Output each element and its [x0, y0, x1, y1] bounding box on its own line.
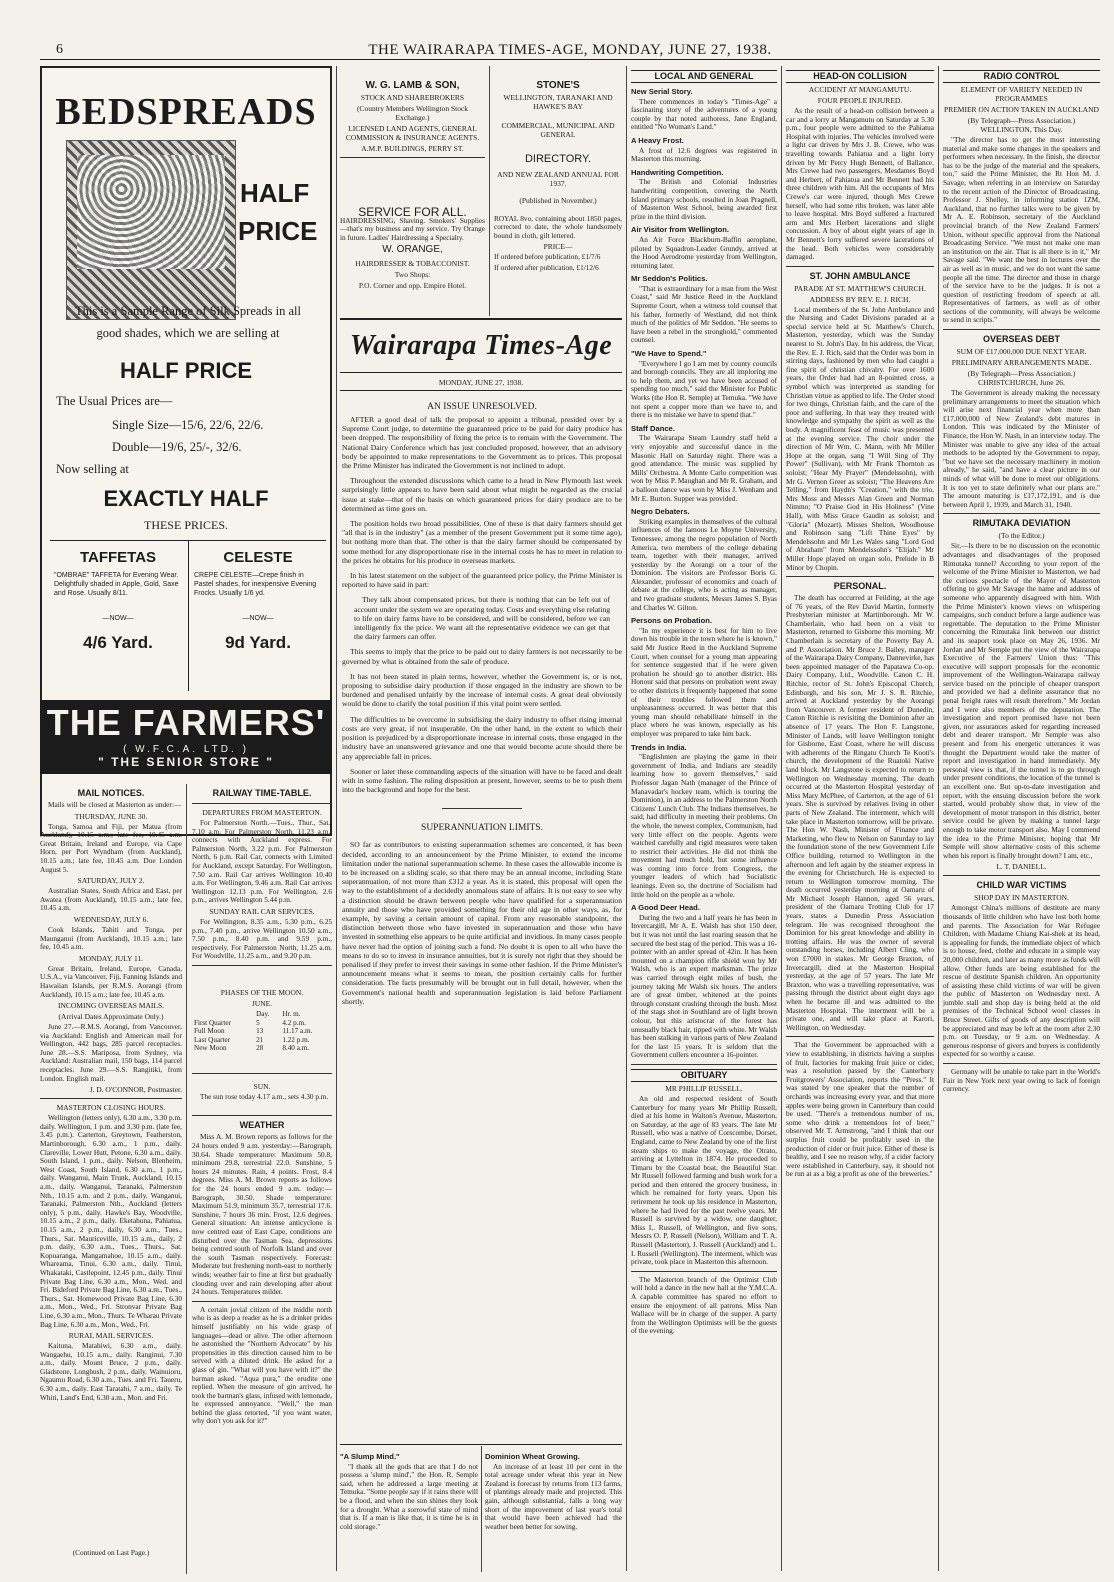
- rimutaka-text: Sir,—Is there to be no discussion on the economic advantages and disadvantages of the proposed Rimutaka tunnel? According to your report of the welcome of the Prime Minister to Masterton, we had the curious spectacle of the Mayor of Masterton offering to give Mr Savage the name and address of someone who apparently disagreed with him. With the Prime Minister's known views on whispering campaigns, such conduct before a large audience was regrettable. The deputation to the Prime Minister concerning the Rimutaka link between our district and its seaport took place on May 26, 1936. Mr Jordan and Mr Semple put the view of the Wairarapa Executive of the Farmers' Union thus: "This executive will support proposals for the economic improvement of the Wellington-Wairarapa railway service based on the principle of cheaper transport and provided we had a definite assurance that no penal freight rates will result therefrom." Mr Jordan and I were also members of the deputation. The investigation and report promised have not been given, nor assurances asked for regarding increased debt and dearer transport. Mr Semple was also present and from his energetic utterances it was thought the Department would take the matter of report and investigation in hand immediately. My personal view is that, if the tunnel is to go through under present conditions, the location of the tunnel is an excellent one. But up-to-date investigation and report, with the ensuing discussion before the work started, would probably show that, in view of the development of motor transport in this district, better service could be given by making a tunnel large enough to take motor transport also. May I commend the idea to the Prime Minister, hoping that Mr Semple will show alternative costs of this scheme when his report is finally brought down? I am, etc.,: [943, 541, 1100, 860]
- ad-exactly-half: EXACTLY HALF: [103, 486, 269, 511]
- personal-text: The death has occurred at Feilding, at the age of 76 years, of the Rev David Martin, formerly Presbyterian minister at Martinborough. Mr W. Chamberlain, who had been on a visit to Masterton, returned to Gisborne this morning. Mr Chamberlain is secretary of the Poverty Bay A. and P. Association. Mr Bruce J. Bailey, manager of the Wairarapa Dairy Company, Dannevirke, has been appointed manager of the Papatawa Co-op. Dairy Company, Ltd., Woodville. Canon C. H. Ritchie, rector of St. John's Episcopal Church, Edinburgh, and his son, Mr J. S. R. Ritchie, arrived at Auckland yesterday by the Aorangi from Vancouver. A former resident of Dunedin, Canon Ritchie is revisiting the Dominion after an absence of 17 years. The Hon F. Langstone, Minister of Lands, will leave Wellington tonight for Gisborne, East Coast, where he will discuss with adherents of the Ringatu Church Te Kooti's church, the development of the Ruatoki Native land block. Mr Langstone is expected to return to Wellington on Wednesday morning. The death occurred at the Masterton Hospital yesterday of Miss Mary McPhee, of Carterton, at the age of 61 years. She is survived by relatives living in other parts of New Zealand. The interment, which will take place in Masterton tomorrow, will be private. The Hon W. Nash, Minister of Finance and Marketing, who flew to Nelson on Saturday to lay the foundation stone of the new Government Life Office building, returned to Wellington in the afternoon and left again by the steamer express in the evening for Christchurch. He is expected to return to Wellington tomorrow morning. The death occurred yesterday morning at Oamaru of Mr Michael Joseph Hannon, aged 56 years, president of the Oamaru Trotting Club for 17 years, states a Dunedin Press Association telegram. He was recognised throughout the Dominion for his great knowledge and ability in trotting affairs. He was the owner of several outstanding horses, including Albert Cling, who won £7000 in stakes. Mr George Braxton, of Invercargill, died at the Masterton Hospital yesterday, at the age of 57 years. The late Mr Braxton, who was a travelling representative, was passing through the district about eight days ago when he became ill and was admitted to the Masterton Hospital. The interment will be a private one, and will take place at Karori, Wellington, on Wednesday.: [786, 593, 934, 1032]
- editorial-para-2: Throughout the extended discussions which came to a head in New Plymouth last week surprisingly little appears to have been said about what might be regarded as the crucial issue at stake—that of the basis on which guaranteed prices for dairy produce are to be determined as time goes on.: [342, 476, 622, 513]
- moon-row: Full Moon 13 11.17 a.m.: [194, 1027, 313, 1036]
- news-column: [786, 66, 934, 1571]
- local-general-column: [631, 66, 777, 1571]
- ad-price: PRICE: [238, 216, 318, 246]
- page-number: 6: [56, 42, 64, 57]
- germany-fair-item: Germany will be unable to take part in the World's Fair in New York next year owing to lack of foreign currency.: [943, 1067, 1100, 1094]
- editorial-para-9: Sooner or later these commanding aspects of the situation will have to be faced and dealt with in some fashion. The ruling disposition at present, however, seems to be to push them into the background and hope for the best.: [342, 766, 622, 795]
- editorial-para-1: AFTER a good deal of talk the proposal to appoint a tribunal, presided over by a Supreme Court judge, to determine the guaranteed price to be paid for dairy produce has been dropped. The responsibility of fixing the price is to remain with the Government. The National Dairy Conference which has just concluded proposed, however, that an advisory body be appointed to make representations to the Government as to prices. This proposal the Prime Minister has indicated the Government is not inclined to adopt.: [342, 415, 622, 471]
- local-head-9: Persons on Probation.: [631, 616, 713, 626]
- radio-byline: (By Telegraph—Press Association.) WELLINGTON, This Day.: [967, 116, 1076, 134]
- departures-title: DEPARTURES FROM MASTERTON.: [202, 808, 322, 817]
- moon-row: New Moon 28 8.40 a.m.: [194, 1044, 310, 1053]
- wheat-title: Dominion Wheat Growing.: [485, 1452, 580, 1461]
- railway-title: RAILWAY TIME-TABLE.: [212, 788, 312, 798]
- ad-double-size: Double—19/6, 25/-, 32/6.: [112, 440, 242, 454]
- local-text-4: An Air Force Blackburn-Baffin aeroplane, piloted by Squadron-Leader Grundy, arrived at the Hood Aerodrome yesterday from Wellington, returning later.: [631, 234, 777, 270]
- mail-day-1: THURSDAY, JUNE 30.: [74, 811, 148, 821]
- editorial-divider: [340, 318, 622, 320]
- gin-anecdote: A certain jovial citizen of the middle north who is as deep a reader as he is a drinker prides himself justifiably on his wide grasp of languages—dead or alive. The other afternoon he astonished the "Northern Advocate" by his propensities in this direction caused him to be served with a diluted drink. He asked for a glass of gin. "What will you have with it?" the barman asked. "Aqua pura," the erudite one replied. When the measure of gin arrived, he took the barman's glass, infused with lemonade, he expressed annoyance. "Well," the man behind the glass retorted, "if you want water, why don't you ask for it?": [192, 1304, 332, 1426]
- farmers-logo: [40, 700, 332, 774]
- collision-text: As the result of a head-on collision between a car and a lorry at Mangamutu on Saturday at 5.30 p.m., four people were admitted to the Pahiatua Hospital with injuries. The vehicles involved were a light car driven by Mrs J. B. Crewe, who was travelling towards Pahiatua and a light lorry driven by Mr Percy Hugh Bennett, of Ballance. Mrs Crewe had two passengers, Mesdames Boyd and Herbert, of Pahiatua and Mr Bennett had his three children with him. All the occupants of Mrs Crewe's car were injured, though Mrs Crewe herself, who had some ribs broken, was later able to leave hospital. Mrs Boyd suffered a fractured arm and Mrs Herbert lacerations and slight concussion. A boy of about eight years of age in Mr Bennett's lorry suffered severe lacerations of the head. Both vehicles were considerably damaged.: [786, 106, 934, 262]
- sunday-title: SUNDAY RAIL CAR SERVICES.: [209, 906, 315, 916]
- weather-title: WEATHER: [239, 1120, 285, 1131]
- ad-sample-text: This is a Sample Range of Silk Spreads in all good shades, which we are selling at: [74, 304, 301, 340]
- mail-day-4: MONDAY, JULY 11.: [78, 953, 144, 963]
- stones-price: PRICE—: [543, 242, 573, 252]
- local-head-1: New Serial Story.: [631, 87, 693, 96]
- local-head-3: Handwriting Competition.: [631, 167, 724, 177]
- editorial-date: MONDAY, JUNE 27, 1938.: [438, 378, 524, 387]
- mail-text-4: Great Britain, Ireland, Europe, Canada, U.S.A., via Vancouver, Fiji, Fanning Islands and Hawaiian Islands, per R.M.S. Aorangi (from Auckland), 10.15 a.m.; late fee, 10.45 a.m.: [40, 963, 182, 999]
- local-text-7: The Wairarapa Steam Laundry staff held a very enjoyable and successful dance in the Masonic Hall on Saturday night. There was a good attendance. The music was supplied by Mills' Orchestra. A Monte Carlo competition was won by Miss P. Maughan and Mr R. Graham, and a balloon dance was won by Miss J. Wenham and Mr E. Burton. Supper was provided.: [631, 433, 777, 503]
- child-victims-title: CHILD WAR VICTIMS: [976, 880, 1067, 891]
- incoming-mails-text: June 27.—R.M.S. Aorangi, from Vancouver, via Auckland: English and American mail for Wellington, 442 bags, 285 parcel receptacles. June 28.—S.S. Mariposa, from Sydney, via Auckland: Australian mail, 150 bags, 114 parcel receptacles. June 29.—S.S. Rangitiki, from London. English mail.: [40, 1022, 182, 1083]
- farmers-name: THE FARMERS': [46, 702, 326, 743]
- optimist-dance: The Masterton branch of the Optimist Club will hold a dance in the new hall at the Y.M.C.A. A capable committee has spared no effort to ensure the enjoyment of all patrons. Miss Nan Wallace will be in charge of the supper. A party from the Wellington Optimists will be the guests of the evening.: [631, 1274, 777, 1336]
- overseas-sub-1: SUM OF £17,000,000 DUE NEXT YEAR.: [956, 347, 1087, 357]
- editorial-para-7: It has not been stated in plain terms, however, whether the Government is, or is not, proposing to subsidise dairy production if those engaged in the industry are shown to be burdened and penalised unfairly by the increase of internal costs. A great deal obviously would be done to clarify the total position if this vital point were settled.: [342, 671, 622, 709]
- stones-name: STONE'S: [536, 80, 580, 91]
- editorial-para-8: The difficulties to be overcome in subsidising the dairy industry to offset rising internal costs are very great, if not insuperable. On the other hand, in the extent to which their position is prejudiced by a disproportionate increase in internal costs, those engaged in the industry have an unanswered grievance and one that would become acute should there be any appreciable fall in prices.: [342, 714, 622, 761]
- rural-mail-text: Kaituna, Matahiwi, 6.30 a.m., daily. Wangaehu, 10.15 a.m., daily. Ranginui, 7.30 a.m., daily. Mount Bruce, 2 p.m., daily. Gladstone, Longbush, 2 p.m., daily. Wainuioru, Ngaumu Road, 6.30 a.m., Tues. and Fri. Taueru, 6.30 a.m., daily. East Taratahi, 7 a.m., daily. Te Whiti, Land's End, 6.30 a.m., Mon. and Fri.: [40, 1341, 182, 1402]
- lamb-line-4: A.M.P. BUILDINGS, PERRY ST.: [361, 144, 464, 153]
- radio-text: "The director has to get the most interesting material and make some changes in the speakers and performers when necessary. In the finish, the director has to be the judge of the material and the speakers, too," said the Prime Minister, the Rt Hon M. J. Savage, when referring in an interview on Saturday to the recent action of the Director of Broadcasting, Professor J. Shelley, in informing station 1ZM, Auckland, that no further talks were to be given by Mr A. E. Robinson, secretary of the Auckland provincial branch of the New Zealand Farmers' Union, without specific approval from the National Broadcasting Service. "We must not make one man an institution on the air. That is all there is in it," Mr Savage said. "We want the best in lectures over the air as well as in music, and we do not want the same people all the time. The director and those in charge of the service have to be the judges. It is not a question of restricting freedom of speech at all. Representatives of farmers, as well as of other sections of the community, will always be welcome to send in scripts.": [943, 135, 1100, 325]
- personal-title: PERSONAL.: [833, 581, 887, 592]
- overseas-sub-2: PRELIMINARY ARRANGEMENTS MADE.: [951, 358, 1092, 368]
- editorial-column: [342, 398, 622, 1443]
- local-head-7: Staff Dance.: [631, 423, 675, 433]
- weather-text: Miss A. M. Brown reports as follows for the 24 hours ended 9 a.m. yesterday:—Barograph, 30.64. Shade temperature: Maximum 50.8, minimum 29.8, terrestrial 22.0. Sunshine, 5 hours 24 minutes. Rain, 4 points. Frost, 8.4 degrees. Miss A. M. Brown reports as follows for the 24 hours ended 9 a.m. today:—Barograph, 30.50. Shade temperature: Maximum 51.9, minimum 35.7, terrestrial 17.6. Sunshine, 7 hours 36 min. Frost, 12.6 degrees. General situation: An intense anticyclone is now centred east of East Cape, conditions are disturbed over the Tasman Sea, depressions being centred south of Norfolk Island and over the south Tasman respectively. Forecast: Moderate but freshening north-east to northerly winds; weather fair to fine at first but gradually clouding over and rain developing after about 24 hours. Temperatures milder.: [192, 1132, 332, 1297]
- superannuation-title: SUPERANNUATION LIMITS.: [421, 823, 543, 834]
- wheat-item: [485, 1448, 622, 1572]
- orange-line-1: HAIRDRESSER & TOBACCONIST.: [355, 258, 470, 268]
- railway-column: [192, 784, 332, 1574]
- stones-order-2: If ordered after publication, £1/12/6: [494, 262, 599, 272]
- overseas-title: OVERSEAS DEBT: [982, 334, 1060, 345]
- mail-text-2: Australian States, South Africa and East, per Awatea (from Auckland), 10.15 a.m.; late fee, 10.45 a.m.: [40, 886, 182, 913]
- editorial-para-4: In his latest statement on the subject of the guaranteed price policy, the Prime Minister is reported to have said in part:: [342, 571, 622, 590]
- child-victims-text: Amongst China's millions of destitute are many thousands of little children who have lost both home and parents. The Association for War Refugee Children, with Madame Chiang Kai-shek at its head, is appealing for funds, the immediate object of which is to house, feed, clothe and educate in a simple way 20,000 children, and later as many more as funds will allow. Other funds are being established for the rescue of destitute Spanish children. An opportunity of assisting these child victims of war will be given the public of Masterton on Wednesday next. A jumble stall and shop day is being held at the old premises of the Technical School wool classes in Bruce Street. Gifts of goods of any description will be appreciated and may be left at the room after 2.30 p.m. on Tuesday, or 9 a.m. on Wednesday. A generous response of givers and buyers is confidently expected for so worthy a cause.: [943, 903, 1100, 1059]
- local-head-6: "We Have to Spend.": [631, 349, 707, 359]
- editorial-para-3: The position holds two broad possibilities. One of these is that dairy farmers should get "all that is in the industry" (as a member of the present Government put it some time ago), but nothing more than that. The other is that the dairy farmer should be compensated by some method for any disproportionate rise in the internal costs he has to meet in relation to the prices he obtains for his produce in overseas markets.: [342, 519, 622, 565]
- mail-day-3: WEDNESDAY, JULY 6.: [73, 914, 149, 924]
- orange-line-2: Two Shops:: [394, 269, 431, 279]
- newspaper-title: THE WAIRARAPA TIMES-AGE, MONDAY, JUNE 27, 1938.: [368, 42, 772, 58]
- ad-single-size: Single Size—15/6, 22/6, 22/6.: [112, 418, 264, 432]
- orange-line-3: P.O. Corner and opp. Empire Hotel.: [358, 280, 467, 290]
- local-head-4: Air Visitor from Wellington.: [631, 225, 730, 235]
- mail-intro: Mails will be closed at Masterton as under:—: [48, 800, 182, 809]
- collision-title: HEAD-ON COLLISION: [786, 70, 934, 83]
- stones-line-4: (Published in November.): [519, 195, 597, 205]
- orange-service: SERVICE FOR ALL.: [358, 205, 467, 219]
- local-text-1: There commences in today's "Times-Age" a fascinating story of the adventures of a young couple by that noted authoress, Jane England, entitled "No Woman's Land.": [631, 96, 777, 132]
- stones-line-1: WELLINGTON, TARANAKI AND HAWKE'S BAY: [503, 93, 613, 111]
- celeste-price: 9d Yard.: [225, 633, 291, 652]
- ad-half-price: HALF PRICE: [120, 358, 252, 383]
- incoming-mails-title: INCOMING OVERSEAS MAILS.: [57, 1001, 165, 1011]
- masthead: [40, 38, 1100, 60]
- orange-text: HAIRDRESSING, Shaving. Smokers' Supplies—that's my business and my service. Try Orange in future. Ladies' Hairdressing a Specialty.: [340, 215, 485, 242]
- editorial-title: AN ISSUE UNRESOLVED.: [427, 402, 537, 412]
- sunday-text: For Wellington, 8.35 a.m., 5.30 p.m., 6.25 p.m., 7.40 p.m., arrive Wellington 10.50 a.m., 7.50 p.m., 8.40 p.m. and 9.59 p.m., respectively. For Palmerston North, 11.25 a.m. For Woodville, 11.25 a.m., and 9.20 p.m.: [192, 916, 332, 961]
- stones-royal: ROYAL 8vo, containing about 1850 pages, corrected to date, the whole handsomely bound in cloth, gilt lettered.: [494, 213, 622, 240]
- local-text-6: "Everywhere I go I am met by county councils and borough councils. They are all imploring me to help them, and yet we have been accused of spending too much," said the Minister for Public Works (the Hon R. Semple) at Temuka. "We have not spent a copper more than we have to, and there is no mistake we have to spend that.": [631, 358, 777, 420]
- ambulance-title: ST. JOHN AMBULANCE: [809, 270, 911, 281]
- editorial-quote: They talk about compensated prices, but there is nothing that can be left out of account under the system we are operating today. Costs and everything else relating to life on dairy farms have to be considered, and will be considered, before we can intelligently fix the price. We want all the representative evidence we can get that the dairy farmers can offer.: [354, 595, 610, 642]
- mail-text-1: Tonga, Samoa and Fiji, per Matua (from Auckland), 10.15 a.m.; late fee, 10.45 a.m. Great Britain, Ireland and Europe, via Cape Horn, per Port Wyndham (from Auckland), 10.15 a.m.; late fee, 10.45 a.m. Due London August 5.: [40, 821, 182, 874]
- ad-now-selling: Now selling at: [56, 462, 129, 476]
- radio-column: [943, 66, 1100, 1571]
- mail-day-2: SATURDAY, JULY 2.: [77, 876, 145, 886]
- radio-title: RADIO CONTROL: [943, 70, 1100, 83]
- lamb-line-2: (Country Members Wellington Stock Exchange.): [356, 104, 469, 122]
- ambulance-sub-1: PARADE AT ST. MATTHEW'S CHURCH.: [794, 283, 926, 293]
- moon-row: Last Quarter 21 1.22 p.m.: [194, 1035, 310, 1044]
- local-general-title: LOCAL AND GENERAL: [631, 70, 777, 83]
- local-head-8: Negro Debaters.: [631, 507, 690, 517]
- child-victims-sub: SHOP DAY IN MASTERTON.: [974, 893, 1069, 903]
- sun-text: The sun rose today 4.17 a.m., sets 4.30 p.m.: [200, 1091, 329, 1101]
- postmaster-signoff: J. D. O'CONNOR, Postmaster.: [89, 1085, 182, 1095]
- mail-text-3: Cook Islands, Tahiti and Tonga, per Maunganui (from Auckland), 10.15 a.m.; late fee, 10.45 a.m.: [40, 924, 182, 952]
- local-text-5: "That is extraordinary for a man from the West Coast," said Mr Justice Reed in the Auckland Supreme Court, when a witness told counsel that his father, formerly of Westland, did not think much of the politics of Mr Seddon. "He seems to have been a rebel in the stronghold," commented counsel.: [631, 283, 777, 345]
- rural-mail-title: RURAL MAIL SERVICES.: [68, 1331, 154, 1341]
- closing-hours-title: MASTERTON CLOSING HOURS.: [56, 1103, 166, 1113]
- stones-order-1: If ordered before publication, £1/7/6: [494, 252, 601, 262]
- moon-table: Day. Hr. m. First Quarter 5 4.2 p.m. Full Moon 13 11.17 a.m. Last Quarter 21 1.22 p.m. New Moon 28 8.40 a.m.: [192, 1010, 332, 1053]
- bedspread-illustration: [66, 140, 236, 320]
- rimutaka-title: RIMUTAKA DEVIATION: [972, 518, 1071, 529]
- local-head-10: Trends in India.: [631, 742, 687, 752]
- lamb-line-3: LICENSED LAND AGENTS, GENERAL COMMISSION & INSURANCE AGENTS.: [345, 124, 480, 142]
- wheat-text: An increase of at least 10 per cent in the total acreage under wheat this year in New Zealand is forecast by returns from 113 farms, of plantings already made and projected. This gain, although substantial, falls a long way short of the improvement of last year's total that would have been achieved had the weather been better for sowing.: [485, 1461, 622, 1531]
- editorial-nameplate: Wairarapa Times-Age: [349, 330, 613, 361]
- rimutaka-sub: (To the Editor.): [998, 531, 1045, 541]
- orange-name: W. ORANGE,: [382, 244, 443, 256]
- ambulance-sub-2: ADDRESS BY REV. E. J. RICH.: [809, 294, 911, 304]
- fabric-offers: [50, 540, 326, 690]
- overseas-byline: (By Telegraph—Press Association.) CHRISTCHURCH, June 26.: [967, 369, 1076, 388]
- editorial-para-6: This seems to imply that the price to be paid out to dairy farmers is not necessarily to be governed by what is obtained from the sale of produce.: [342, 647, 622, 666]
- farmers-slogan: " THE SENIOR STORE ": [98, 755, 274, 769]
- incoming-mails-sub: (Arrival Dates Approximate Only.): [58, 1012, 164, 1022]
- taffetas-now: —NOW—: [102, 615, 134, 622]
- local-head-11: A Good Deer Head.: [631, 903, 700, 913]
- lamb-and-orange-adverts: [340, 66, 485, 316]
- superannuation-text: SO far as contributors to existing superannuation schemes are concerned, it has been decided, according to an announcement by the Prime Minister, to extend the income limitation under the national superannuation scheme. In these cases the allowable income is to be increased on a sliding scale, so that there may be an annual income, including State superannuation, of not more than £312 a year. As it is stated, this proposal will open the way to the establishment of a decidedly anomalous state of affairs. It is not easy to see why a distinction should be drawn between people who have qualified for a superannuation annuity and those who have provided something for their old age in other ways, as, for example, by saving a certain amount of capital. From any reasonable standpoint, the distinction between those who have invested in superannuation and those who have invested in something else appears to be quite artificial and invidious. In many cases people have never had the option of joining such a fund. No doubt it is open to all who have the means to do so to invest in insurance annuities, but it is surely not right that they should be penalised if they prefer to invest their savings in some other fashion. If the Prime Minister's announcement means what it seems to mean, the position certainly calls for further consideration. The facts presumably will be brought out in full detail, however, when the Government's national health and superannuation legislation is laid before Parliament shortly.: [342, 840, 622, 1006]
- ad-usual-prices: The Usual Prices are—: [56, 394, 173, 408]
- taffetas-desc: "OMBRAE" TAFFETA for Evening Wear. Delightfully shaded in Apple, Gold, Saxe and Rose. Usually 8/11.: [54, 572, 179, 597]
- local-text-10: "Englishmen are playing the game in their government of India, and Indians are steadily learning how to govern themselves," said Professor Jagan Nath (manager of the Prince of Manavadar's hockey team, which is touring the Dominion), in an address to the Palmerston North Citizens' Lunch Club. The Indians themselves, he said, had difficulty in meeting their problems. On the whole, the newest complex, Communism, had very little effect on the people. Agents were watched carefully and rigid measures were taken to restrict their activities. He did not think the movement had much hold, but some influence was coming into force from Congress, the younger leaders of which had Socialistic leanings. Even so, the doctrine of Socialism had little hold on the people as a whole.: [631, 752, 777, 899]
- obituary-title: OBITUARY: [631, 1069, 777, 1082]
- local-head-5: Mr Seddon's Politics.: [631, 274, 708, 284]
- farmers-sub: ( W.F.C.A. LTD. ): [123, 744, 249, 755]
- stones-line-2: COMMERCIAL, MUNICIPAL AND GENERAL: [501, 121, 615, 139]
- departures-text: For Palmerston North.—Tues., Thur., Sat., 7.10 a.m. For Palmerston North, 11.23 a.m., connects with Auckland express. For Palmerston North, 3.22 p.m. For Palmerston North, 6 p.m. Rail Car, connects with Limited for Auckland, except Saturday. For Wellington, 7.50 a.m. Rail Car arrives Wellington 10.40 a.m. For Wellington, 9.46 a.m. Rail Car arrives Wellington 12.13 p.m. For Wellington, 2.6 p.m., arrives Wellington 5.44 p.m.: [192, 818, 332, 905]
- stones-directory: DIRECTORY.: [524, 153, 592, 165]
- moon-row: First Quarter 5 4.2 p.m.: [194, 1018, 306, 1027]
- taffetas-price: 4/6 Yard.: [83, 633, 153, 652]
- celeste-title: CELESTE: [223, 549, 293, 566]
- fruit-juice-item: That the Government be approached with a view to establishing, in districts having a surplus of fruit, factories for making fruit juice or cider, was a resolution passed by the Canterbury Fruitgrowers' Association, reports the "Press." It was stated by one speaker that the number of orchards was increasing every year, and that more apples were being grown in Canterbury than could be used. "There's a tremendous number of us, some who drink a tremendous lot of beer," observed Mr T. Armstrong, "and I think that our surplus fruit could be profitably used in the production of cider or fruit juice. Either of these is healthy, and I see no reason why, if a cider factory were established in Canterbury, say, it should not be run at as a big a profit as one of the breweries.": [786, 1040, 934, 1179]
- slump-text: "I thank all the gods that are that I do not possess a 'slump mind'," the Hon. R. Semple said, when he addressed a large meeting at Temuka. "Some people say if it rains there will be a flood, and when the sun shines they look for a drought. What a sorrowful state of mind that is. If a man is like that, it is time he is in cold storage.": [340, 1461, 478, 1531]
- lamb-line-1: STOCK AND SHAREBROKERS: [360, 93, 465, 102]
- ad-these-prices: THESE PRICES.: [143, 518, 228, 532]
- obituary-text: An old and respected resident of South Canterbury for many years Mr Phillip Russell, died at his home in Walton's Avenue, Masterton, on Saturday, at the age of 83 years. The late Mr Russell, who was a native of Corscombe, Dorset, England, came to New Zealand by one of the first steam ships to make the voyage, the Otrato, arriving at Lyttelton in 1874. He proceeded to Timaru by the Coastal boat, the Beautiful Star. Mr Russell followed farming and bush work for a period and then entered the grocery business, in which he remained for forty years. Upon his retirement he took up his residence in Masterton, where he had lived for the past twelve years. Mr Russell is survived by a widow, one daughter, Miss L. Russell, of Wellington, and five sons, Messrs O. P. Russell (Nelson), William and T. A. Russell (Masterton), J. Russell (Auckland) and L. I. Russell (Wellington). The interment, which was private, took place in Masterton this afternoon.: [631, 1093, 777, 1267]
- radio-sub-1: ELEMENT OF VARIETY NEEDED IN PROGRAMMES: [960, 85, 1083, 103]
- moon-title: PHASES OF THE MOON.: [220, 987, 304, 997]
- continued-note: (Continued on Last Page.): [40, 1548, 182, 1557]
- local-head-2: A Heavy Frost.: [631, 135, 684, 145]
- collision-sub-1: ACCIDENT AT MANGAMUTU.: [808, 85, 912, 94]
- mail-notices-title: MAIL NOTICES.: [77, 788, 145, 798]
- sun-title: SUN.: [253, 1081, 271, 1091]
- overseas-text: The Government is already making the necessary preliminary arrangements to meet the situation which will arise next financial year when more than £17,000,000 of New Zealand's debt matures in London. This was indicated by the Minister of Finance, the Hon W. Nash, in an interview today. The Minister was unable to give any idea of the actual methods to be adopted by the Government to repay, "but we have set the necessary machinery in motion already," he said, "and have a clear picture in our minds of what will be done to meet our obligations. It is too yet to state definitely what our plans are." The amount maturing is £17,172,191, and is due between April 1, 1939, and March 31, 1940.: [943, 388, 1100, 509]
- local-text-8: Striking examples in themselves of the cultural influences of the famous Le Moyne University, Tennessee, among the negro population of North America, two members of the college debating team, together with their manager, arrived yesterday by the Aorangi on a tour of the Dominion. The visitors are Professor Boris G. Alexander, professor of economics and coach of debate at the college, who is acting as manager, and two graduate students, Messrs James S. Byas and Charles W. Gilton.: [631, 516, 777, 612]
- local-text-9: "In my experience it is best for him to live down his trouble in the town where he is known," said Mr Justice Reed in the Auckland Supreme Court, when counsel for a young man appearing for sentence suggested that if he were given probation he should go to another district. His Honour said that persons on probation went away to other districts it frequently happened that some of their troubles followed them and unpleasantness occurred. It was better that this young man should rehabilitate himself in the place where he was known, especially as his employer was prepared to take him back.: [631, 625, 777, 738]
- closing-hours-text: Wellington (letters only), 6.30 a.m., 3.30 p.m. daily. Wellington, 1 p.m. and 3.30 p.m. (late fee, 3.45 p.m.). Carterton, Greytown, Featherston, Martinborough, 6.30 a.m., 1 p.m., daily. Clareville, Lower Hutt, Petone, 6.30 a.m., daily. South Island, 1 p.m., daily. Nelson, Blenheim, West Coast, South Island, 6.30 a.m., 1 p.m., daily. Wanganui, Main Trunk, Auckland, 10.15 a.m., daily. Wanganui, Taranaki, Palmerston Nth., 10.15 a.m. and 2 p.m., daily. Wanganui, Taranaki, Palmerston Nth., Auckland (letters only), 5 p.m., daily. Hawke's Bay, Woodville, 10.15 a.m., 2 p.m., daily. Eketahuna, Pahiatua, 10.15 a.m., 2 p.m., daily, 6.30 a.m., Tues., Thurs., Sat. Mauriceville, 10.15 a.m., daily, 2 p.m. daily, 6.30 a.m., Tues., Thurs., Sat. Kopuaranga, Mangamahoe, 10.15 a.m., daily. Whareama, Tinui, 6.30 a.m., daily. Tinui, Whakataki, Castlepoint, 12.45 p.m., daily. Tinui Private Bag Line, 6.30 a.m., Mon., Wed. and Fri. Bideford Private Bag Line, 6.30 a.m., Tues., Thurs., Sat. Homewood Private Bag Line, 6.30 a.m., Mon., Wed., Fri. Stronvar Private Bag Line, 6.30 a.m., Mon., Thurs. Te Wharau Private Bag Line, 6.30 a.m., Mon., Wed., Fri.: [40, 1113, 182, 1329]
- stones-line-3: AND NEW ZEALAND ANNUAL FOR 1937.: [497, 169, 619, 188]
- collision-sub-2: FOUR PEOPLE INJURED.: [817, 96, 903, 105]
- local-text-2: A frost of 12.6 degrees was registered in Masterton this morning.: [631, 145, 777, 164]
- stones-advert: [494, 66, 622, 316]
- slump-title: "A Slump Mind.": [340, 1452, 400, 1461]
- rimutaka-signed: L. T. DANIELL.: [996, 862, 1047, 872]
- celeste-desc: CREPE CELESTE—Crepe finish in Pastel shades, for inexpensive Evening Frocks. Usually 1/6 yd.: [194, 572, 317, 597]
- ad-half: HALF: [240, 178, 310, 208]
- radio-sub-2: PREMIER ON ACTION TAKEN IN AUCKLAND: [944, 105, 1099, 114]
- taffetas-title: TAFFETAS: [79, 549, 157, 566]
- ambulance-text: Local members of the St. John Ambulance and the Nursing and Cadet Divisions paraded at a special service held at St. Matthew's Church, Masterton, yesterday, which was the Sunday nearest to St. John's Day. In his address, the Vicar, the Rev. E. J. Rich, said that the Order was born in stirring days, fashioned by men who had caught a fine spirit of christian chivalry. For over 1600 years, the Order had had an 8-pointed cross, a symbol which was interpreted as standing for Christian virtue as applied to life. The Order stood for two things, Christian faith, and the care of the poor and suffering. In that way they treated with knowledge and sympathy the spirit as well as the body. A magnificent feast of music was presented at the evening service. The choir under the direction of Mr Wm. C. Mann, with Mr Miller Hope at the organ, sang "I Will Sing of Thy Power" (Sullivan), with Mr Frank Thornton as soloist; "Hear My Prayer" (Mendelssohn), with Mr G. Vernon Greer as soloist; "The Heavens Are Telling," from Haydn's "Creation," with the trio, Mrs Moss and Messrs Alan Green and Norman Nimmo; "O Praise God in His Holiness" (Vine Hall), with Miss Grace Gaudin as soloist; and "Gloria" (Mozart). Misses Shelton, Woodhouse and Robinson sang "Lift Thine Eyes" by Mendelssohn and Mr Les Wales sang "Lord God of Abraham" from Mendelssohn's "Elijah." Mr Miller Hope played on organ solo, Prelude in B Minor by Chopin.: [786, 304, 934, 572]
- moon-month: JUNE.: [251, 998, 273, 1008]
- obituary-name: MR PHILLIP RUSSELL.: [665, 1083, 743, 1093]
- celeste-now: —NOW—: [242, 615, 274, 622]
- lamb-name: W. G. LAMB & SON,: [365, 80, 460, 91]
- mail-notices-column: [40, 784, 182, 1574]
- ad-headline: BEDSPREADS: [55, 91, 317, 133]
- local-text-11: During the two and a half years he has been in Invercargill, Mr A. E. Walsh has shot 150 deer, but it was not until the last roaring season that he secured the best stag of the period. This was a 16-pointer with an antler spread of 42in. It has been mounted on a champion rifle shield won by Mr Walsh, who is an expert marksman. The prize was carried through eight miles of bush, the journey taking Mr Walsh six hours. The antlers are of great timber, whitened at the points through constant crashing through the bush. Most of the stags shot in Southland are of light brown colour, but this aristocrat of the forest has unusually black hair, tipped with white. Mr Walsh has been stalking in various parts of New Zealand for the last 15 years. It is seldom that the Government cullers encounter a 16-pointer.: [631, 912, 777, 1060]
- local-text-3: The British and Colonial Industries handwriting competition, covering the North Island primary schools, resulted in Joan Pragnell, of Masterton West School, being awarded first prize in the third division.: [631, 177, 777, 221]
- slump-mind-item: [340, 1448, 478, 1572]
